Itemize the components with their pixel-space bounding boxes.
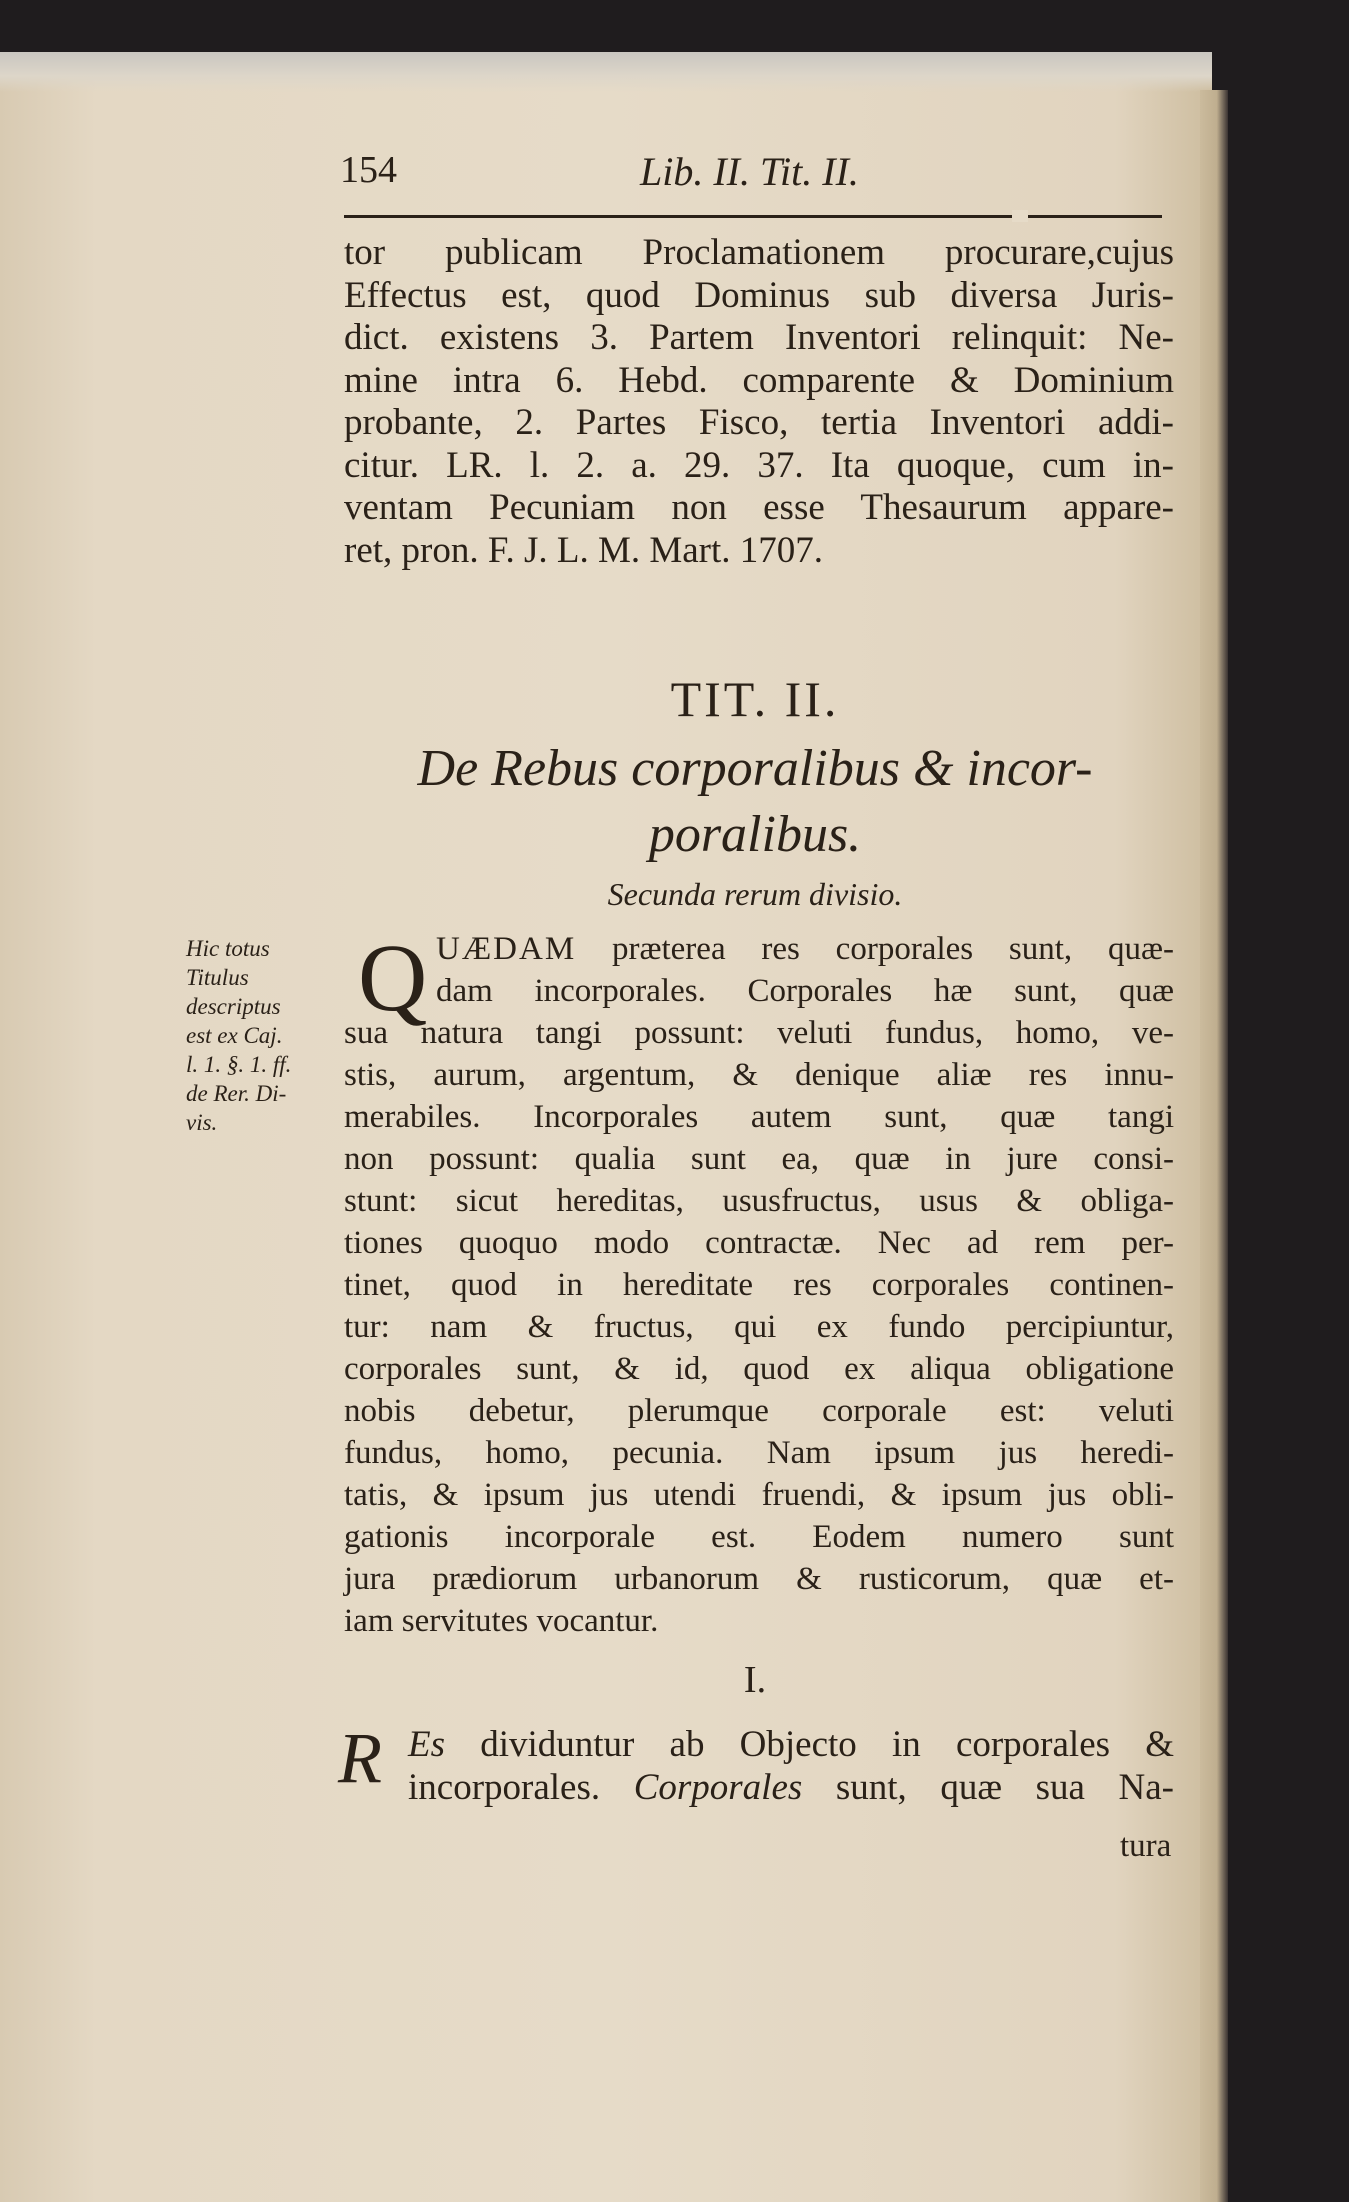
text-line: tur: nam & fructus, qui ex fundo percipiuntur, [344,1309,1174,1345]
paragraph-res [344,1724,1174,1809]
margin-note-line: l. 1. §. 1. ff. [186,1052,292,1077]
section-subtitle: Secunda rerum divisio. [607,876,903,912]
drop-capital-r: R [338,1718,382,1798]
text-line: gationis incorporale est. Eodem numero sunt [344,1519,1174,1555]
text-line: citur. LR. l. 2. a. 29. 37. Ita quoque, cum in- [344,444,1174,486]
text-line: mine intra 6. Hebd. comparente & Dominium [344,359,1174,401]
text-line: ret, pron. F. J. L. M. Mart. 1707. [344,529,824,571]
text-line [344,1767,1174,1810]
text-span: præterea res corporales sunt, quæ- [576,931,1174,967]
text-line: jura prædiorum urbanorum & rusticorum, quæ et- [344,1561,1174,1597]
title-line: De Rebus corporalibus & incor- [417,740,1093,797]
page-number: 154 [340,149,397,191]
text-line: Effectus est, quod Dominus sub diversa Juris- [344,274,1174,316]
text-line [344,928,1174,970]
catchword: tura [1120,1828,1172,1864]
text-span: sunt, quæ sua Na- [802,1766,1174,1808]
text-span: dividuntur ab Objecto in corporales & [445,1724,1174,1765]
header-rule [344,215,1162,218]
running-head: Lib. II. Tit. II. [640,149,859,194]
text-line: iam servitutes vocantur. [344,1603,659,1639]
text-line: corporales sunt, & id, quod ex aliqua obligatione [344,1351,1174,1387]
margin-note-line: de Rer. Di- [186,1081,287,1106]
text-line: nobis debetur, plerumque corporale est: veluti [344,1393,1174,1429]
section-tit: TIT. II. [670,671,840,727]
margin-note-line: Hic totus [186,936,270,961]
header-rule-gap [1012,210,1028,222]
title-line: poralibus. [648,806,862,863]
margin-note [186,934,336,1137]
margin-note-line: vis. [186,1110,218,1135]
italic-word: Corporales [633,1766,803,1808]
paragraph-main [344,924,1174,1642]
small-caps-word: UÆDAM [436,931,577,967]
text-line: tiones quoquo modo contractæ. Nec ad rem per- [344,1225,1174,1261]
section-title [340,736,1170,868]
text-line: non possunt: qualia sunt ea, quæ in jure consi- [344,1141,1174,1177]
text-line: tinet, quod in hereditate res corporales continen- [344,1267,1174,1303]
text-span: incorporales. [408,1766,634,1808]
text-line: probante, 2. Partes Fisco, tertia Inventori addi- [344,402,1174,443]
margin-note-line: Titulus [186,965,249,990]
margin-note-line: est ex Caj. [186,1023,283,1048]
page-header [340,148,1170,200]
text-line: ventam Pecuniam non esse Thesaurum appare- [344,487,1174,528]
paragraph-continued [344,232,1174,572]
text-line: stis, aurum, argentum, & denique aliæ res innu- [344,1057,1174,1093]
text-line: sua natura tangi possunt: veluti fundus, homo, ve- [344,1015,1174,1051]
text-line [344,1724,1174,1767]
text-line: fundus, homo, pecunia. Nam ipsum jus heredi- [344,1435,1174,1471]
italic-word: Es [408,1724,445,1765]
text-line: dam incorporales. Corporales hæ sunt, quæ [436,973,1174,1009]
text-line: merabiles. Incorporales autem sunt, quæ tangi [344,1099,1174,1135]
text-line: dict. existens 3. Partem Inventori relinquit: Ne- [344,317,1174,358]
text-line: tatis, & ipsum jus utendi fruendi, & ipsum jus obli- [344,1477,1174,1513]
text-line: tor publicam Proclamationem procurare,cujus [344,232,1174,273]
text-line: stunt: sicut hereditas, ususfructus, usus & obliga- [344,1183,1174,1219]
section-number: I. [743,1659,767,1701]
margin-note-line: descriptus [186,994,281,1019]
drop-capital-q: Q [358,924,428,1031]
